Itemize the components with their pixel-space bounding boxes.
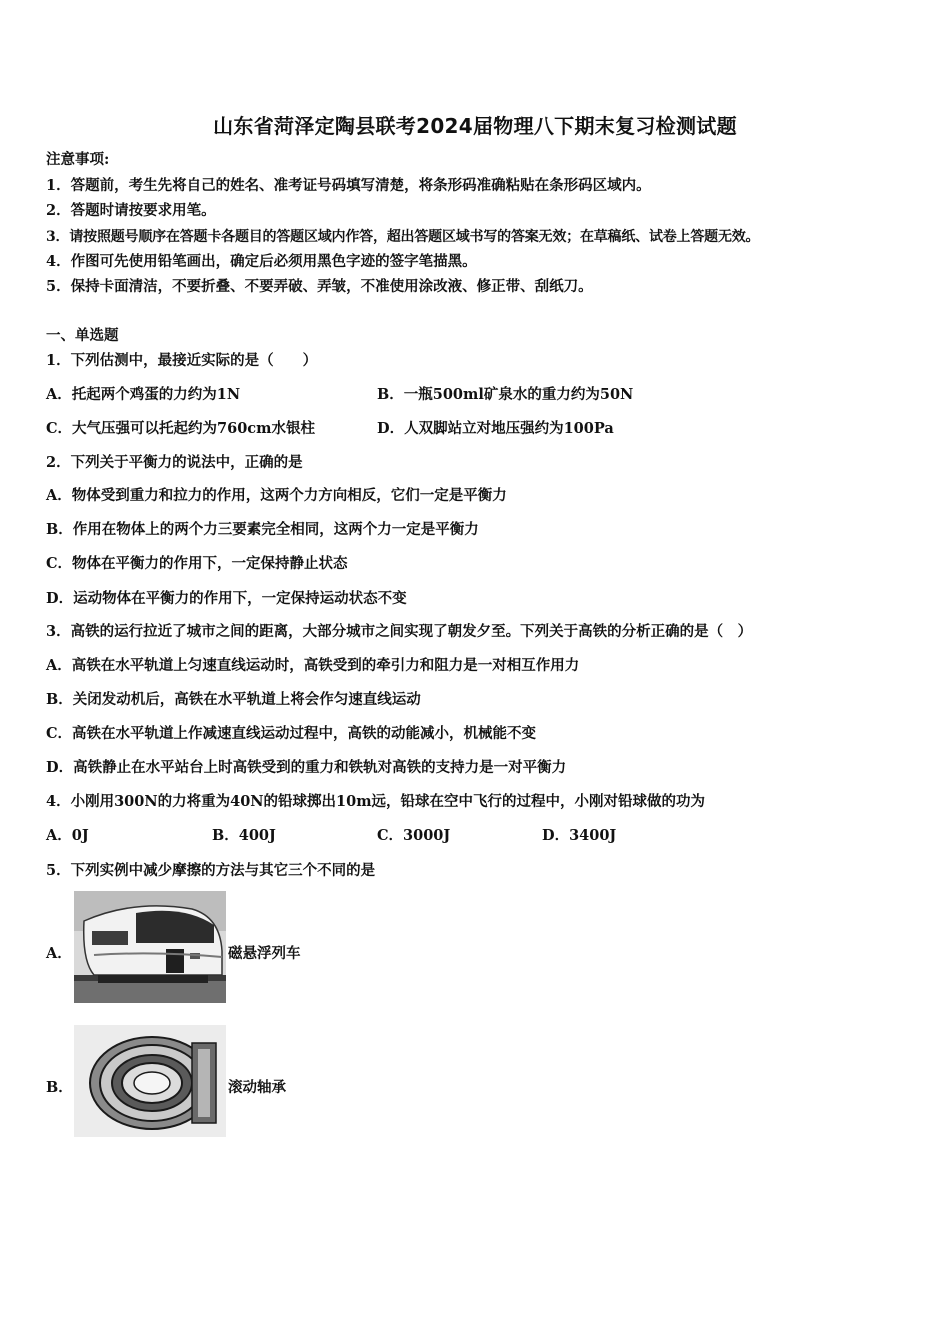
question-5-stem: 5．下列实例中减少摩擦的方法与其它三个不同的是: [46, 862, 376, 879]
notice-item-4: 4．作图可先使用铅笔画出，确定后必须用黑色字迹的签字笔描黑。: [46, 253, 477, 270]
question-2-option-c: C．物体在平衡力的作用下，一定保持静止状态: [46, 555, 348, 572]
notice-item-3: 3．请按照题号顺序在答题卡各题目的答题区域内作答，超出答题区域书写的答案无效；在草稿纸、试卷上答题无效。: [46, 229, 760, 245]
notice-heading: 注意事项:: [46, 151, 110, 168]
question-4-option-b: B．400J: [212, 827, 276, 844]
notice-item-2: 2．答题时请按要求用笔。: [46, 202, 216, 219]
ball-bearing-image: [74, 1025, 226, 1137]
page-title: 山东省菏泽定陶县联考2024届物理八下期末复习检测试题: [213, 114, 737, 138]
question-5-option-b-letter: B．: [46, 1079, 73, 1096]
question-4-stem: 4．小刚用300N的力将重为40N的铅球掷出10m远，铅球在空中飞行的过程中，小刚对铅球做的功为: [46, 793, 706, 810]
section-heading: 一、单选题: [46, 327, 119, 344]
question-3-option-d: D．高铁静止在水平站台上时高铁受到的重力和铁轨对高铁的支持力是一对平衡力: [46, 759, 567, 776]
question-2-option-b: B．作用在物体上的两个力三要素完全相同，这两个力一定是平衡力: [46, 521, 479, 538]
question-5-option-b-label: 滚动轴承: [228, 1079, 286, 1096]
question-3-option-c: C．高铁在水平轨道上作减速直线运动过程中，高铁的动能减小，机械能不变: [46, 725, 537, 742]
question-3-stem: 3．高铁的运行拉近了城市之间的距离，大部分城市之间实现了朝发夕至。下列关于高铁的分析正确的是（ ）: [46, 623, 753, 640]
question-1-option-a: A．托起两个鸡蛋的力约为1N: [46, 386, 241, 403]
notice-item-1: 1．答题前，考生先将自己的姓名、准考证号码填写清楚，将条形码准确粘贴在条形码区域内。: [46, 177, 651, 194]
question-1-option-c: C．大气压强可以托起约为760cm水银柱: [46, 420, 315, 437]
question-5-option-a-letter: A．: [46, 945, 72, 962]
question-1-option-b: B．一瓶500ml矿泉水的重力约为50N: [377, 386, 634, 403]
question-2-option-a: A．物体受到重力和拉力的作用，这两个力方向相反，它们一定是平衡力: [46, 487, 507, 504]
question-1-option-d: D．人双脚站立对地压强约为100Pa: [377, 420, 614, 437]
notice-item-5: 5．保持卡面清洁，不要折叠、不要弄破、弄皱，不准使用涂改液、修正带、刮纸刀。: [46, 278, 593, 295]
question-5-option-a-label: 磁悬浮列车: [228, 945, 301, 962]
question-2-option-d: D．运动物体在平衡力的作用下，一定保持运动状态不变: [46, 590, 407, 607]
question-4-option-d: D．3400J: [542, 827, 617, 844]
maglev-train-image: [74, 891, 226, 1003]
question-1-stem: 1．下列估测中，最接近实际的是（ ）: [46, 352, 318, 369]
question-3-option-b: B．关闭发动机后，高铁在水平轨道上将会作匀速直线运动: [46, 691, 421, 708]
question-4-option-a: A．0J: [46, 827, 89, 844]
question-2-stem: 2．下列关于平衡力的说法中，正确的是: [46, 454, 303, 471]
question-3-option-a: A．高铁在水平轨道上匀速直线运动时，高铁受到的牵引力和阻力是一对相互作用力: [46, 657, 580, 674]
question-4-option-c: C．3000J: [377, 827, 451, 844]
